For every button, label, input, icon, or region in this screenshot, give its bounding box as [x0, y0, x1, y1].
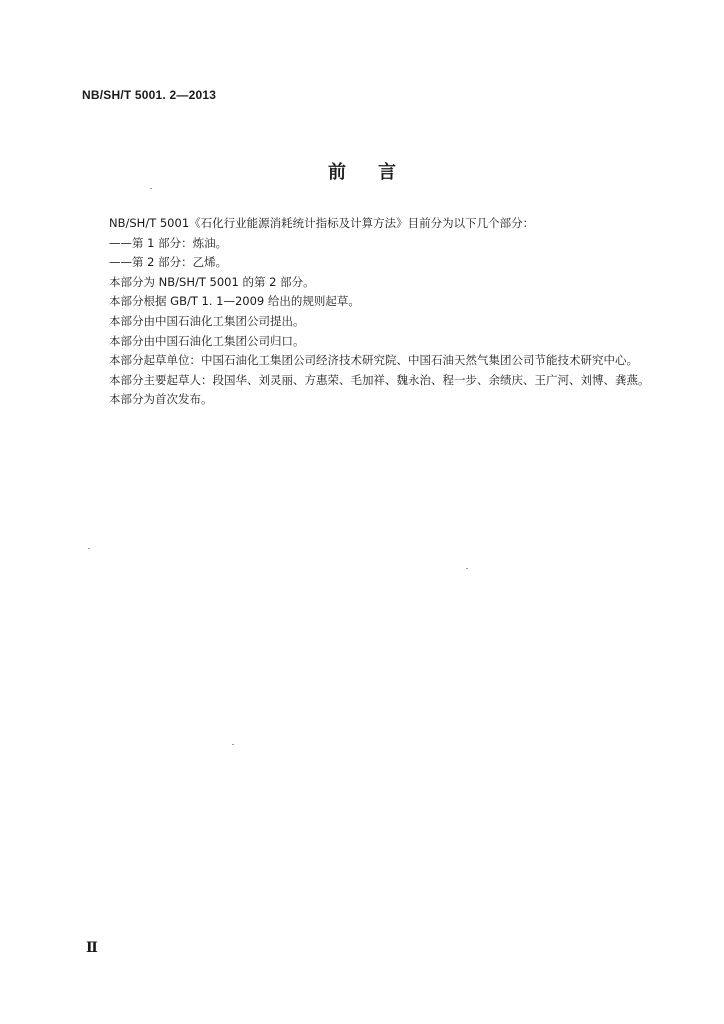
scan-speck — [466, 568, 468, 569]
scan-speck — [150, 188, 152, 189]
paragraph-proposed-by: 本部分由中国石油化工集团公司提出。 — [109, 313, 305, 328]
paragraph-first-release: 本部分为首次发布。 — [109, 392, 213, 407]
paragraph-parts-intro: NB/SH/T 5001《石化行业能源消耗统计指标及计算方法》目前分为以下几个部分： — [109, 216, 535, 230]
paragraph-part-1: ——第 1 部分：炼油。 — [109, 235, 228, 250]
paragraph-centralized-by: 本部分由中国石油化工集团公司归口。 — [109, 333, 305, 348]
paragraph-drafters: 本部分主要起草人：段国华、刘灵丽、方惠荣、毛加祥、魏永治、程一步、余绩庆、王广河、刘博、龚燕。 — [109, 372, 650, 387]
paragraph-drafting-units: 本部分起草单位：中国石油化工集团公司经济技术研究院、中国石油天然气集团公司节能技术研究中心。 — [109, 353, 638, 368]
scan-speck — [88, 548, 90, 549]
page-number: Ⅱ — [86, 941, 98, 956]
page-title: 前言 — [328, 162, 428, 183]
paragraph-part-2: ——第 2 部分：乙烯。 — [109, 255, 228, 270]
paragraph-this-part: 本部分为 NB/SH/T 5001 的第 2 部分。 — [109, 274, 315, 289]
foreword-body — [86, 214, 666, 410]
standard-number-header: NB/SH/T 5001. 2—2013 — [82, 88, 217, 102]
paragraph-drafting-rules: 本部分根据 GB/T 1. 1—2009 给出的规则起草。 — [109, 294, 360, 309]
scan-speck — [232, 744, 234, 745]
